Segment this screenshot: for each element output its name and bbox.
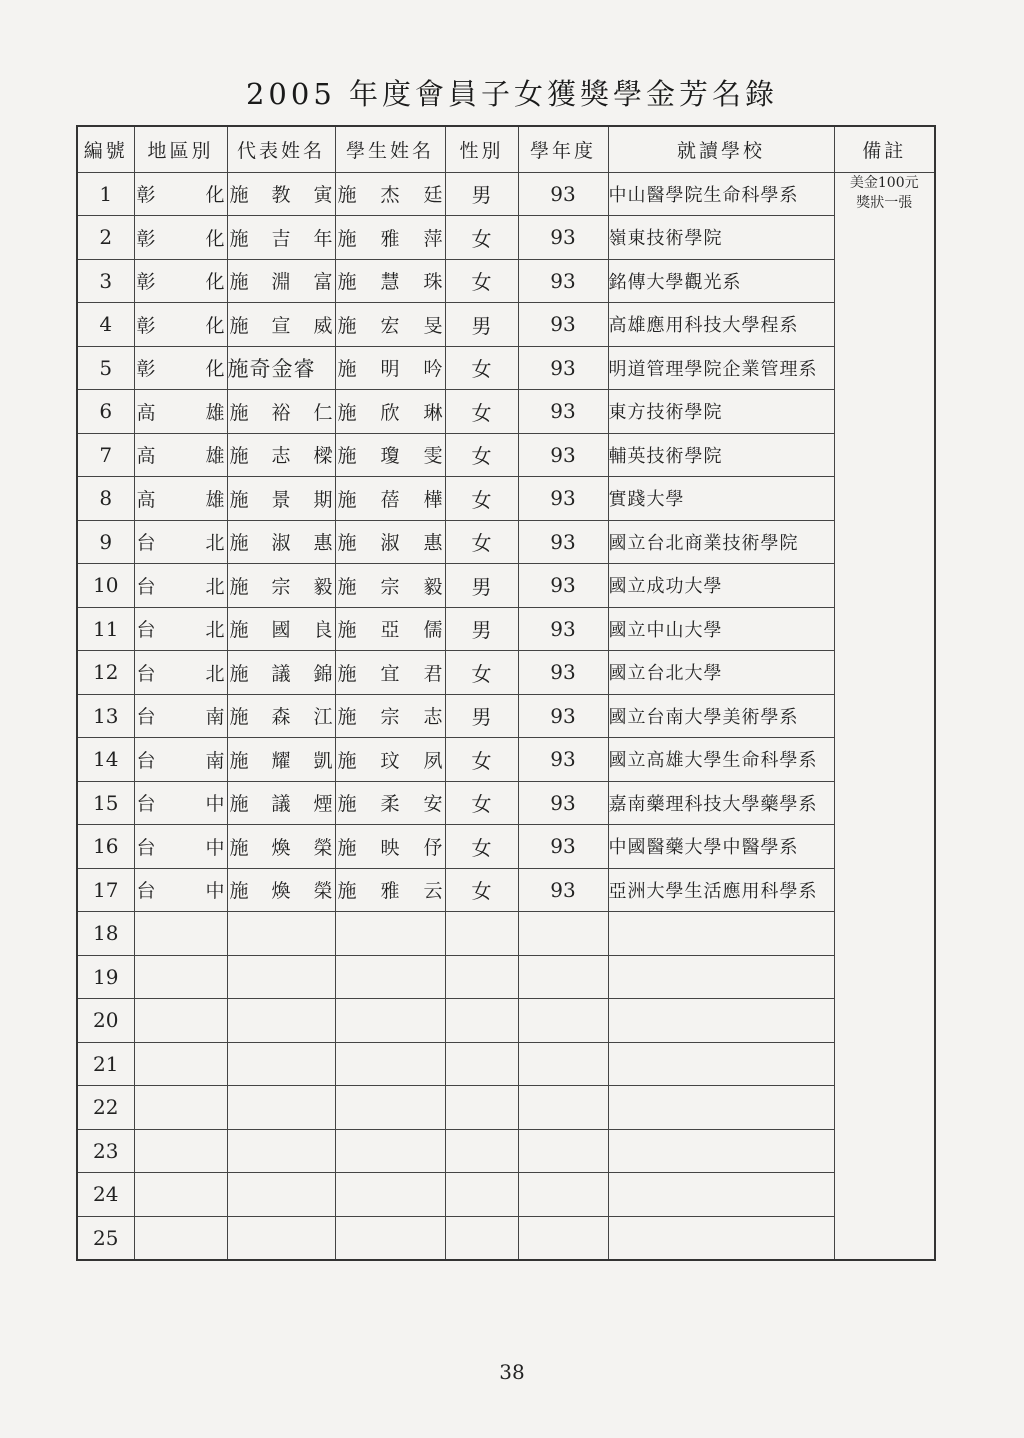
cell-no: 19 bbox=[77, 955, 134, 999]
table-row bbox=[77, 1173, 935, 1217]
table-row bbox=[77, 390, 935, 434]
cell-year bbox=[518, 1216, 608, 1260]
cell-region: 高 雄 bbox=[134, 433, 227, 477]
cell-region: 台 中 bbox=[134, 781, 227, 825]
cell-no: 12 bbox=[77, 651, 134, 695]
table-row bbox=[77, 259, 935, 303]
table-row bbox=[77, 172, 935, 216]
cell-representative bbox=[227, 912, 335, 956]
cell-gender bbox=[445, 1086, 518, 1130]
cell-school: 銘傳大學觀光系 bbox=[608, 259, 834, 303]
cell-student: 施 淑 惠 bbox=[335, 520, 445, 564]
cell-student bbox=[335, 1173, 445, 1217]
cell-student: 施 瓊 雯 bbox=[335, 433, 445, 477]
cell-year: 93 bbox=[518, 868, 608, 912]
cell-region: 彰 化 bbox=[134, 259, 227, 303]
cell-representative bbox=[227, 1216, 335, 1260]
cell-no: 1 bbox=[77, 172, 134, 216]
header-no: 編號 bbox=[77, 126, 134, 172]
cell-representative: 施 教 寅 bbox=[227, 172, 335, 216]
table-header-row bbox=[77, 126, 935, 172]
page-number: 38 bbox=[499, 1360, 525, 1384]
cell-year: 93 bbox=[518, 825, 608, 869]
cell-year bbox=[518, 999, 608, 1043]
cell-region: 台 南 bbox=[134, 694, 227, 738]
cell-year bbox=[518, 1129, 608, 1173]
table-row bbox=[77, 433, 935, 477]
cell-student bbox=[335, 999, 445, 1043]
cell-representative: 施 景 期 bbox=[227, 477, 335, 521]
cell-representative bbox=[227, 1086, 335, 1130]
cell-representative: 施 議 煙 bbox=[227, 781, 335, 825]
cell-no: 16 bbox=[77, 825, 134, 869]
cell-representative bbox=[227, 1129, 335, 1173]
cell-region bbox=[134, 1173, 227, 1217]
cell-year: 93 bbox=[518, 564, 608, 608]
cell-year: 93 bbox=[518, 390, 608, 434]
cell-school: 嘉南藥理科技大學藥學系 bbox=[608, 781, 834, 825]
table-row bbox=[77, 607, 935, 651]
cell-gender: 女 bbox=[445, 433, 518, 477]
table-row bbox=[77, 912, 935, 956]
cell-representative: 施 耀 凱 bbox=[227, 738, 335, 782]
cell-region bbox=[134, 1129, 227, 1173]
cell-representative: 施 裕 仁 bbox=[227, 390, 335, 434]
cell-gender: 女 bbox=[445, 477, 518, 521]
table-row bbox=[77, 303, 935, 347]
cell-region: 台 北 bbox=[134, 607, 227, 651]
cell-year: 93 bbox=[518, 607, 608, 651]
cell-gender: 男 bbox=[445, 694, 518, 738]
cell-school: 嶺東技術學院 bbox=[608, 216, 834, 260]
cell-school: 實踐大學 bbox=[608, 477, 834, 521]
cell-region: 彰 化 bbox=[134, 346, 227, 390]
cell-no: 8 bbox=[77, 477, 134, 521]
cell-representative bbox=[227, 1173, 335, 1217]
cell-representative: 施 志 樑 bbox=[227, 433, 335, 477]
cell-region: 彰 化 bbox=[134, 216, 227, 260]
table-row bbox=[77, 1042, 935, 1086]
cell-no: 6 bbox=[77, 390, 134, 434]
cell-student bbox=[335, 955, 445, 999]
cell-no: 22 bbox=[77, 1086, 134, 1130]
cell-no: 10 bbox=[77, 564, 134, 608]
cell-student: 施 雅 云 bbox=[335, 868, 445, 912]
cell-gender bbox=[445, 1129, 518, 1173]
cell-student: 施 映 伃 bbox=[335, 825, 445, 869]
cell-school: 國立成功大學 bbox=[608, 564, 834, 608]
cell-school bbox=[608, 1173, 834, 1217]
cell-region: 台 北 bbox=[134, 564, 227, 608]
cell-representative: 施 煥 榮 bbox=[227, 825, 335, 869]
cell-region: 台 北 bbox=[134, 651, 227, 695]
cell-region bbox=[134, 1086, 227, 1130]
cell-gender: 男 bbox=[445, 607, 518, 651]
cell-student: 施 玟 夙 bbox=[335, 738, 445, 782]
cell-no: 4 bbox=[77, 303, 134, 347]
cell-representative: 施 國 良 bbox=[227, 607, 335, 651]
cell-gender bbox=[445, 955, 518, 999]
cell-school: 高雄應用科技大學程系 bbox=[608, 303, 834, 347]
cell-no: 11 bbox=[77, 607, 134, 651]
cell-school bbox=[608, 955, 834, 999]
table-row bbox=[77, 564, 935, 608]
cell-school: 中山醫學院生命科學系 bbox=[608, 172, 834, 216]
cell-student: 施 柔 安 bbox=[335, 781, 445, 825]
cell-student bbox=[335, 1086, 445, 1130]
cell-year bbox=[518, 1173, 608, 1217]
cell-school: 亞洲大學生活應用科學系 bbox=[608, 868, 834, 912]
cell-year: 93 bbox=[518, 259, 608, 303]
cell-year: 93 bbox=[518, 781, 608, 825]
cell-student: 施 宏 旻 bbox=[335, 303, 445, 347]
cell-student bbox=[335, 1216, 445, 1260]
table-row bbox=[77, 868, 935, 912]
table-row bbox=[77, 651, 935, 695]
table-row bbox=[77, 520, 935, 564]
cell-no: 13 bbox=[77, 694, 134, 738]
cell-region: 彰 化 bbox=[134, 303, 227, 347]
table-row bbox=[77, 477, 935, 521]
cell-year: 93 bbox=[518, 172, 608, 216]
cell-year bbox=[518, 1042, 608, 1086]
cell-year: 93 bbox=[518, 303, 608, 347]
table-row bbox=[77, 955, 935, 999]
cell-school: 國立台南大學美術學系 bbox=[608, 694, 834, 738]
cell-no: 20 bbox=[77, 999, 134, 1043]
cell-region bbox=[134, 955, 227, 999]
header-region: 地區別 bbox=[134, 126, 227, 172]
cell-region: 台 南 bbox=[134, 738, 227, 782]
cell-no: 3 bbox=[77, 259, 134, 303]
cell-school bbox=[608, 999, 834, 1043]
table-row bbox=[77, 216, 935, 260]
table-row bbox=[77, 1086, 935, 1130]
cell-representative: 施 淵 富 bbox=[227, 259, 335, 303]
cell-student: 施 蓓 樺 bbox=[335, 477, 445, 521]
cell-school: 國立台北商業技術學院 bbox=[608, 520, 834, 564]
cell-student: 施 杰 廷 bbox=[335, 172, 445, 216]
cell-region bbox=[134, 1216, 227, 1260]
cell-no: 23 bbox=[77, 1129, 134, 1173]
cell-year: 93 bbox=[518, 433, 608, 477]
cell-student: 施 宜 君 bbox=[335, 651, 445, 695]
table-row bbox=[77, 694, 935, 738]
cell-school bbox=[608, 1042, 834, 1086]
cell-no: 24 bbox=[77, 1173, 134, 1217]
page-title: 2005 年度會員子女獲獎學金芳名錄 bbox=[245, 77, 779, 111]
cell-representative bbox=[227, 955, 335, 999]
cell-gender: 女 bbox=[445, 738, 518, 782]
cell-year: 93 bbox=[518, 346, 608, 390]
remark-line: 美金100元 bbox=[849, 174, 919, 191]
cell-gender: 男 bbox=[445, 172, 518, 216]
cell-gender: 女 bbox=[445, 390, 518, 434]
cell-no: 25 bbox=[77, 1216, 134, 1260]
cell-school: 國立台北大學 bbox=[608, 651, 834, 695]
table-row bbox=[77, 999, 935, 1043]
cell-gender: 女 bbox=[445, 520, 518, 564]
cell-student bbox=[335, 912, 445, 956]
cell-gender bbox=[445, 999, 518, 1043]
cell-student: 施 宗 志 bbox=[335, 694, 445, 738]
table-row bbox=[77, 781, 935, 825]
cell-school bbox=[608, 1129, 834, 1173]
cell-region: 高 雄 bbox=[134, 477, 227, 521]
cell-representative: 施奇金睿 bbox=[227, 346, 335, 390]
header-gender: 性別 bbox=[445, 126, 518, 172]
cell-school: 國立中山大學 bbox=[608, 607, 834, 651]
cell-representative: 施 議 錦 bbox=[227, 651, 335, 695]
cell-region: 高 雄 bbox=[134, 390, 227, 434]
cell-no: 9 bbox=[77, 520, 134, 564]
cell-gender: 男 bbox=[445, 303, 518, 347]
cell-gender: 女 bbox=[445, 781, 518, 825]
scholarship-table bbox=[76, 125, 936, 1261]
cell-remark bbox=[834, 172, 935, 1260]
cell-region: 彰 化 bbox=[134, 172, 227, 216]
cell-representative: 施 宣 威 bbox=[227, 303, 335, 347]
cell-no: 17 bbox=[77, 868, 134, 912]
cell-year: 93 bbox=[518, 694, 608, 738]
cell-student bbox=[335, 1042, 445, 1086]
cell-no: 15 bbox=[77, 781, 134, 825]
cell-gender bbox=[445, 1042, 518, 1086]
cell-school bbox=[608, 1086, 834, 1130]
cell-representative bbox=[227, 1042, 335, 1086]
cell-student: 施 欣 琳 bbox=[335, 390, 445, 434]
header-student: 學生姓名 bbox=[335, 126, 445, 172]
cell-student: 施 雅 萍 bbox=[335, 216, 445, 260]
table-row bbox=[77, 1216, 935, 1260]
cell-student: 施 慧 珠 bbox=[335, 259, 445, 303]
cell-gender: 女 bbox=[445, 651, 518, 695]
cell-no: 2 bbox=[77, 216, 134, 260]
cell-representative bbox=[227, 999, 335, 1043]
cell-region bbox=[134, 912, 227, 956]
cell-year: 93 bbox=[518, 520, 608, 564]
cell-representative: 施 淑 惠 bbox=[227, 520, 335, 564]
header-remark: 備註 bbox=[834, 126, 935, 172]
table-row bbox=[77, 346, 935, 390]
cell-student: 施 亞 儒 bbox=[335, 607, 445, 651]
cell-school: 東方技術學院 bbox=[608, 390, 834, 434]
cell-region bbox=[134, 1042, 227, 1086]
cell-gender: 女 bbox=[445, 868, 518, 912]
cell-year: 93 bbox=[518, 651, 608, 695]
header-year: 學年度 bbox=[518, 126, 608, 172]
table-row bbox=[77, 738, 935, 782]
table-row bbox=[77, 1129, 935, 1173]
cell-region bbox=[134, 999, 227, 1043]
cell-gender bbox=[445, 912, 518, 956]
cell-student bbox=[335, 1129, 445, 1173]
remark-line: 獎狀一張 bbox=[856, 194, 913, 211]
cell-student: 施 明 吟 bbox=[335, 346, 445, 390]
cell-no: 21 bbox=[77, 1042, 134, 1086]
cell-gender bbox=[445, 1216, 518, 1260]
cell-representative: 施 宗 毅 bbox=[227, 564, 335, 608]
cell-representative: 施 煥 榮 bbox=[227, 868, 335, 912]
cell-year bbox=[518, 912, 608, 956]
cell-school bbox=[608, 912, 834, 956]
cell-representative: 施 森 江 bbox=[227, 694, 335, 738]
cell-no: 14 bbox=[77, 738, 134, 782]
cell-no: 5 bbox=[77, 346, 134, 390]
header-school: 就讀學校 bbox=[608, 126, 834, 172]
cell-year: 93 bbox=[518, 738, 608, 782]
cell-gender: 男 bbox=[445, 564, 518, 608]
cell-school bbox=[608, 1216, 834, 1260]
cell-region: 台 中 bbox=[134, 868, 227, 912]
cell-year: 93 bbox=[518, 477, 608, 521]
cell-region: 台 北 bbox=[134, 520, 227, 564]
cell-gender bbox=[445, 1173, 518, 1217]
cell-school: 明道管理學院企業管理系 bbox=[608, 346, 834, 390]
cell-year bbox=[518, 1086, 608, 1130]
header-representative: 代表姓名 bbox=[227, 126, 335, 172]
cell-student: 施 宗 毅 bbox=[335, 564, 445, 608]
cell-school: 輔英技術學院 bbox=[608, 433, 834, 477]
table-row bbox=[77, 825, 935, 869]
cell-school: 國立高雄大學生命科學系 bbox=[608, 738, 834, 782]
cell-gender: 女 bbox=[445, 346, 518, 390]
cell-gender: 女 bbox=[445, 216, 518, 260]
cell-representative: 施 吉 年 bbox=[227, 216, 335, 260]
cell-school: 中國醫藥大學中醫學系 bbox=[608, 825, 834, 869]
cell-year: 93 bbox=[518, 216, 608, 260]
cell-gender: 女 bbox=[445, 825, 518, 869]
cell-year bbox=[518, 955, 608, 999]
cell-region: 台 中 bbox=[134, 825, 227, 869]
cell-gender: 女 bbox=[445, 259, 518, 303]
cell-no: 18 bbox=[77, 912, 134, 956]
cell-no: 7 bbox=[77, 433, 134, 477]
